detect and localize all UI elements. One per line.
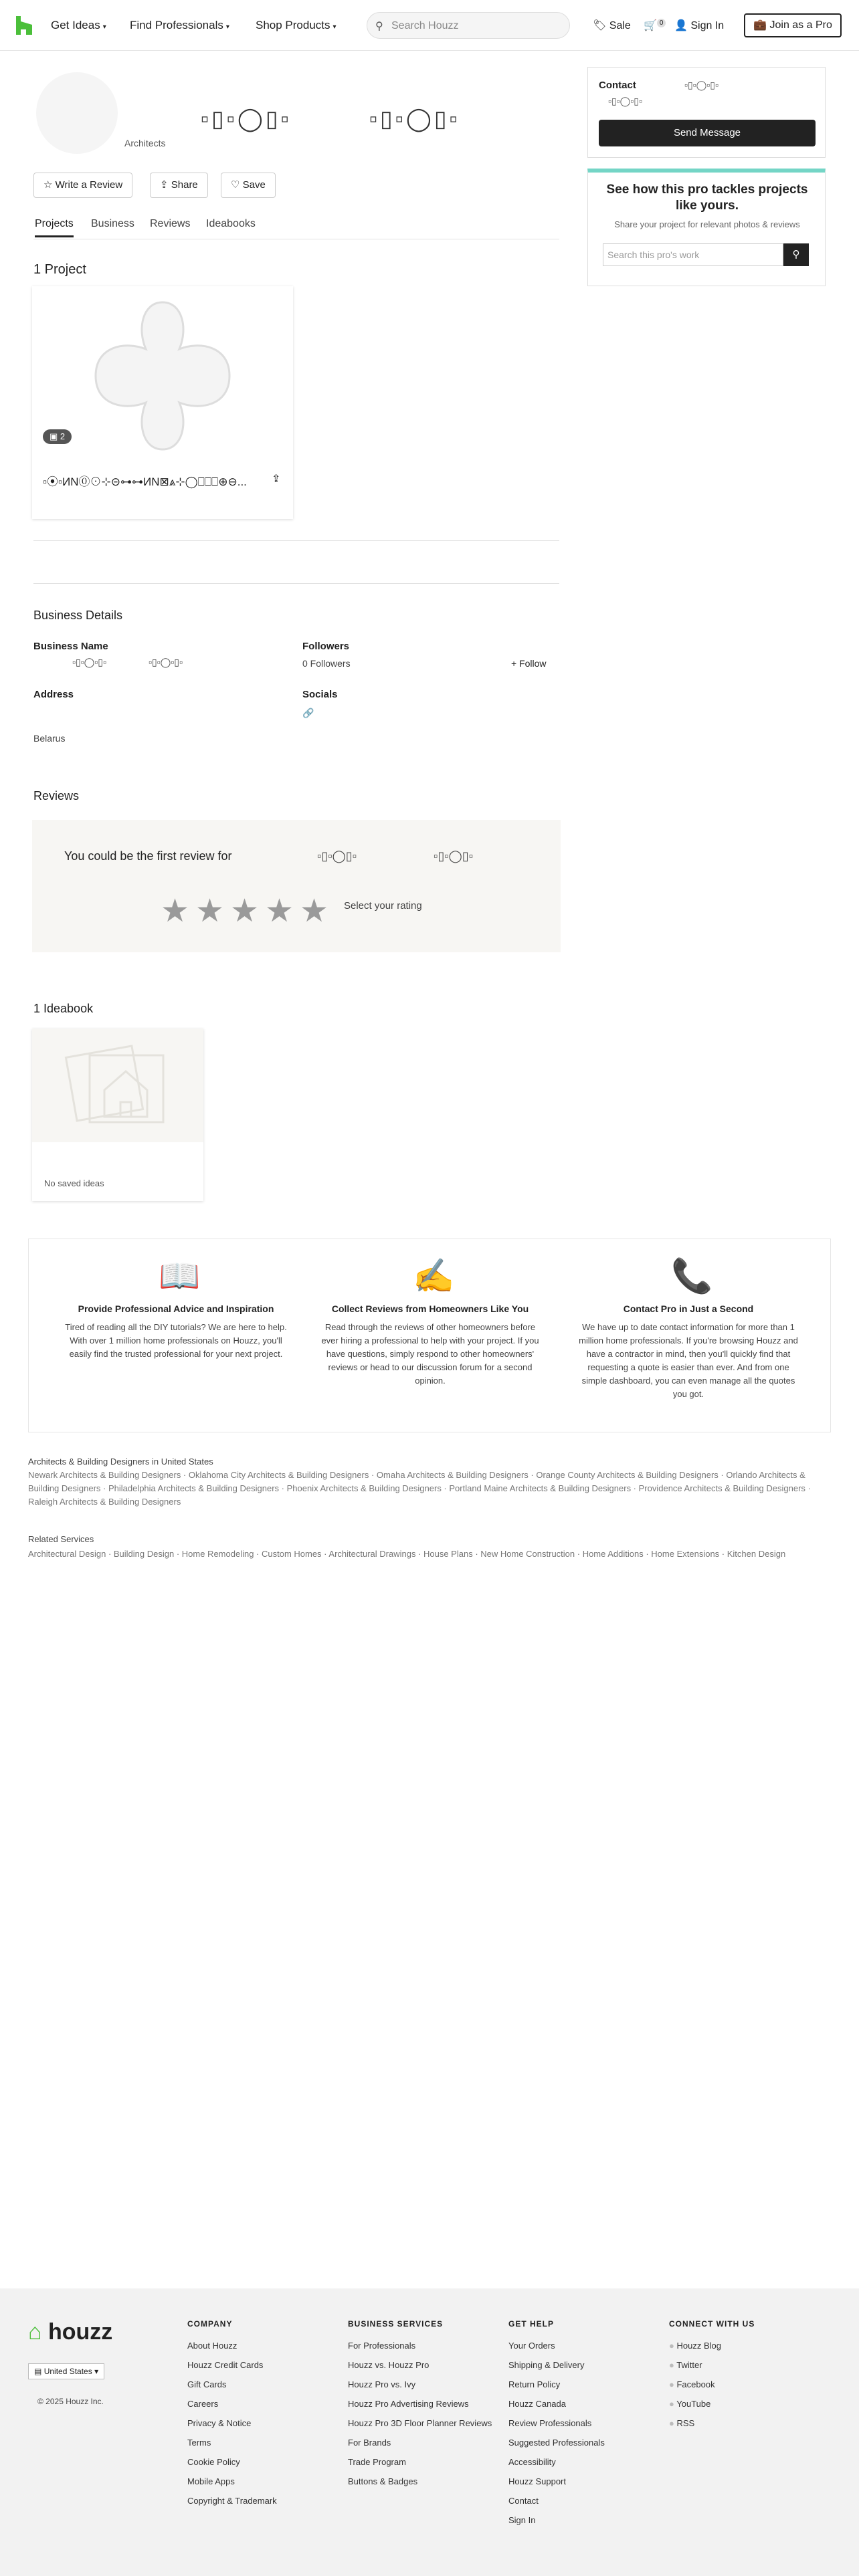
feature-title: Provide Professional Advice and Inspiration [78, 1303, 274, 1314]
address-value: Belarus [33, 733, 66, 744]
project-title[interactable]: ▫⦿▫ИN⓪⊙⊹⊝⊶⊶ИN⊠⩓⊹◯⎕⎕⎕⊕⊖... [43, 475, 247, 488]
cart-icon: 🛒 [644, 20, 657, 31]
footer-connect [669, 2319, 755, 2438]
tackle-panel [587, 169, 826, 286]
divider [33, 540, 559, 541]
footer-heading: COMPANY [187, 2319, 233, 2329]
review-prompt-box [32, 820, 561, 952]
briefcase-icon: 💼 [753, 19, 767, 31]
related-heading-1: Architects & Building Designers in United States [28, 1457, 213, 1467]
footer-link[interactable]: Terms [187, 2438, 211, 2448]
feature-text: Tired of reading all the DIY tutorials? We are here to help. With over 1 million home professionals on Houzz, you'll easily find the trusted professional for your next project. [65, 1322, 287, 1359]
feature-title: Contact Pro in Just a Second [623, 1303, 754, 1314]
profile-tabs [33, 214, 559, 239]
search-icon[interactable]: ⚲ [783, 243, 809, 266]
edit-icon: ✍ [413, 1257, 455, 1295]
write-review-button[interactable]: ☆ Write a Review [33, 173, 132, 198]
youtube-icon: ● [669, 2399, 674, 2409]
plus-icon: + [511, 658, 517, 669]
projects-heading: 1 Project [33, 262, 86, 277]
footer-link[interactable]: Accessibility [508, 2457, 556, 2467]
ideabook-thumbnail [32, 1029, 203, 1142]
nav-get-ideas[interactable]: Get Ideas ▾ [51, 19, 106, 31]
feature-contact [575, 1239, 802, 1401]
youtube-link[interactable]: ● YouTube [669, 2399, 711, 2409]
rating-star-1[interactable]: ★ [161, 893, 190, 929]
footer-link[interactable]: Houzz vs. Houzz Pro [348, 2360, 430, 2370]
project-thumbnail-image [79, 296, 246, 456]
user-icon: 👤 [674, 20, 688, 31]
project-card[interactable] [32, 286, 293, 519]
cart-count: 0 [657, 19, 666, 27]
footer-link[interactable]: Privacy & Notice [187, 2418, 252, 2428]
houzz-brand[interactable]: ⌂ houzz [28, 2319, 113, 2345]
book-icon: 📖 [159, 1257, 201, 1295]
ideabooks-heading: 1 Ideabook [33, 1002, 94, 1015]
pro-category: Architects [124, 138, 166, 148]
feature-text: Read through the reviews of other homeowners before ever hiring a professional to help with your project. If you have questions, simply respond to other homeowners' reviews or head to our discussion forum for a second opinion. [321, 1322, 539, 1386]
business-name-label: Business Name [33, 641, 108, 652]
ideabook-empty-text: No saved ideas [44, 1178, 104, 1188]
rating-star-5[interactable]: ★ [300, 893, 329, 929]
rss-icon: ● [669, 2418, 674, 2428]
heart-icon: ♡ [231, 179, 240, 191]
image-icon: ▣ [50, 431, 58, 441]
footer-company [187, 2319, 277, 2515]
rss-link[interactable]: ● RSS [669, 2418, 695, 2428]
socials-label: Socials [302, 689, 338, 700]
twitter-icon: ● [669, 2360, 674, 2370]
rating-star-3[interactable]: ★ [230, 893, 260, 929]
footer-link[interactable]: Houzz Pro vs. Ivy [348, 2379, 416, 2389]
footer-help [508, 2319, 605, 2535]
search-input[interactable]: ⚲ Search Houzz [367, 12, 570, 39]
footer-link[interactable]: Mobile Apps [187, 2476, 235, 2486]
footer-link[interactable]: Cookie Policy [187, 2457, 240, 2467]
tab-reviews[interactable]: Reviews [150, 218, 191, 229]
nav-shop-products[interactable]: Shop Products ▾ [256, 19, 337, 31]
chevron-down-icon: ▾ [225, 23, 229, 31]
chevron-down-icon: ▾ [102, 23, 106, 31]
feature-title: Collect Reviews from Homeowners Like You [331, 1303, 529, 1314]
join-as-pro-button[interactable]: 💼 Join as a Pro [744, 13, 842, 37]
tackle-title: See how this pro tackles projects like yours. [606, 183, 808, 213]
footer-heading: CONNECT WITH US [669, 2319, 755, 2329]
tackle-subtitle: Share your project for relevant photos & reviews [614, 219, 800, 229]
footer-link[interactable]: Careers [187, 2399, 219, 2409]
footer-heading: BUSINESS SERVICES [348, 2319, 444, 2329]
business-name-value-2: ▫▯▫◯▫▯▫ [149, 657, 183, 667]
related-heading-2: Related Services [28, 1534, 94, 1544]
house-placeholder-icon [64, 1042, 171, 1129]
divider [33, 583, 559, 584]
feature-advice [62, 1239, 290, 1361]
pro-work-search-input[interactable]: Search this pro's work [603, 243, 783, 266]
followers-value: 0 Followers [302, 658, 351, 669]
review-pro-glyph-2: ▫▯▫◯▯▫ [434, 849, 474, 863]
review-pro-glyph-1: ▫▯▫◯▯▫ [317, 849, 357, 863]
feature-text: We have up to date contact information for more than 1 million home professionals. If you're browsing Houzz and have a contractor in mind, then you'll quickly find that requesting a quote is easier than ever. And from one simple dashboard, you can even manage all the quotes you got. [579, 1322, 798, 1399]
footer-link[interactable]: Houzz Canada [508, 2399, 566, 2409]
related-links-1[interactable]: Newark Architects & Building Designers · Oklahoma City Architects & Building Designers · Omaha Architects & Building Designers · Orange County Architects & Building Designers · Orlando Architects & Building Designers · Philadelphia Architects & Building Designers · Phoenix Architects & Building Designers · Portland Maine Architects & Building Designers · Providence Architects & Building Designers · Raleigh Architects & Building Designers [28, 1470, 811, 1507]
address-label: Address [33, 689, 74, 700]
footer-link[interactable]: Suggested Professionals [508, 2438, 605, 2448]
business-heading: Business Details [33, 609, 123, 622]
blog-link[interactable]: ● Houzz Blog [669, 2341, 721, 2351]
footer-link[interactable]: Gift Cards [187, 2379, 227, 2389]
chevron-down-icon: ▾ [332, 23, 337, 31]
link-icon[interactable]: 🔗 [302, 708, 314, 718]
followers-label: Followers [302, 641, 350, 652]
footer-link[interactable]: Trade Program [348, 2457, 406, 2467]
footer-link[interactable]: Contact [508, 2496, 539, 2506]
sign-in-link[interactable]: 👤 Sign In [674, 20, 725, 31]
footer-link[interactable]: Return Policy [508, 2379, 561, 2389]
footer-link[interactable]: Shipping & Delivery [508, 2360, 585, 2370]
facebook-link[interactable]: ● Facebook [669, 2379, 715, 2389]
contact-glyph-2: ▫▯▫◯▫▯▫ [608, 96, 642, 106]
first-review-text: You could be the first review for [64, 849, 232, 863]
save-button[interactable]: ♡ Save [221, 173, 276, 198]
share-icon: ⇪ [160, 179, 169, 191]
tab-ideabooks[interactable]: Ideabooks [206, 218, 256, 229]
houzz-logo-icon[interactable] [15, 16, 33, 35]
footer-link[interactable]: Buttons & Badges [348, 2476, 418, 2486]
tab-projects[interactable]: Projects [35, 218, 74, 237]
rating-star-4[interactable]: ★ [265, 893, 294, 929]
phone-icon: 📞 [671, 1257, 713, 1295]
related-links-2[interactable]: Architectural Design · Building Design · Home Remodeling · Custom Homes · Architectural Drawings · House Plans · New Home Construction · Home Additions · Home Extensions · Kitchen Design [28, 1549, 786, 1559]
follow-button[interactable]: + Follow [511, 658, 547, 669]
footer-link[interactable]: Houzz Credit Cards [187, 2360, 264, 2370]
tag-icon: 🏷 [593, 20, 607, 31]
share-icon[interactable]: ⇪ [272, 473, 281, 485]
footer-link[interactable]: About Houzz [187, 2341, 237, 2351]
footer [0, 2288, 859, 2576]
footer-link[interactable]: For Brands [348, 2438, 391, 2448]
contact-panel [587, 67, 826, 158]
us-flag-icon: ▤ [34, 2367, 42, 2376]
feature-reviews [316, 1239, 544, 1388]
footer-link[interactable]: Houzz Pro Advertising Reviews [348, 2399, 469, 2409]
pro-name-glyph-1: ▫▯▫◯▯▫ [201, 106, 292, 132]
ideabook-card[interactable] [32, 1029, 203, 1201]
features-section [28, 1239, 831, 1432]
business-name-value: ▫▯▫◯▫▯▫ [72, 657, 106, 667]
cart-button[interactable] [644, 19, 666, 32]
star-outline-icon: ☆ [43, 179, 53, 191]
houzz-logo-icon: ⌂ [28, 2319, 42, 2345]
select-rating-text: Select your rating [344, 900, 422, 911]
contact-label: Contact [599, 80, 636, 91]
send-message-button[interactable]: Send Message [599, 120, 816, 146]
footer-link[interactable]: Your Orders [508, 2341, 555, 2351]
pro-name-glyph-2: ▫▯▫◯▯▫ [369, 106, 460, 132]
footer-link[interactable]: For Professionals [348, 2341, 416, 2351]
footer-link[interactable]: Houzz Pro 3D Floor Planner Reviews [348, 2418, 492, 2428]
footer-link[interactable]: Sign In [508, 2515, 536, 2525]
footer-business [348, 2319, 492, 2496]
footer-link[interactable]: Review Professionals [508, 2418, 592, 2428]
top-header [0, 0, 859, 51]
facebook-icon: ● [669, 2379, 674, 2389]
nav-find-professionals[interactable]: Find Professionals ▾ [130, 19, 229, 31]
copyright: © 2025 Houzz Inc. [37, 2397, 104, 2406]
search-icon: ⚲ [375, 21, 383, 32]
country-select[interactable]: ▤ United States ▾ [28, 2363, 104, 2379]
twitter-link[interactable]: ● Twitter [669, 2360, 702, 2370]
chevron-down-icon: ▾ [94, 2367, 99, 2376]
sale-link[interactable]: 🏷 Sale [593, 20, 631, 31]
share-button[interactable]: ⇪ Share [150, 173, 208, 198]
reviews-heading: Reviews [33, 789, 80, 802]
photo-count-badge: ▣ 2 [43, 429, 72, 444]
rating-star-2[interactable]: ★ [195, 893, 225, 929]
footer-link[interactable]: Copyright & Trademark [187, 2496, 277, 2506]
blog-icon: ● [669, 2341, 674, 2351]
avatar [36, 72, 118, 154]
tab-business[interactable]: Business [91, 218, 134, 229]
contact-glyph-1: ▫▯▫◯▫▯▫ [684, 80, 719, 90]
footer-link[interactable]: Houzz Support [508, 2476, 566, 2486]
footer-heading: GET HELP [508, 2319, 555, 2329]
